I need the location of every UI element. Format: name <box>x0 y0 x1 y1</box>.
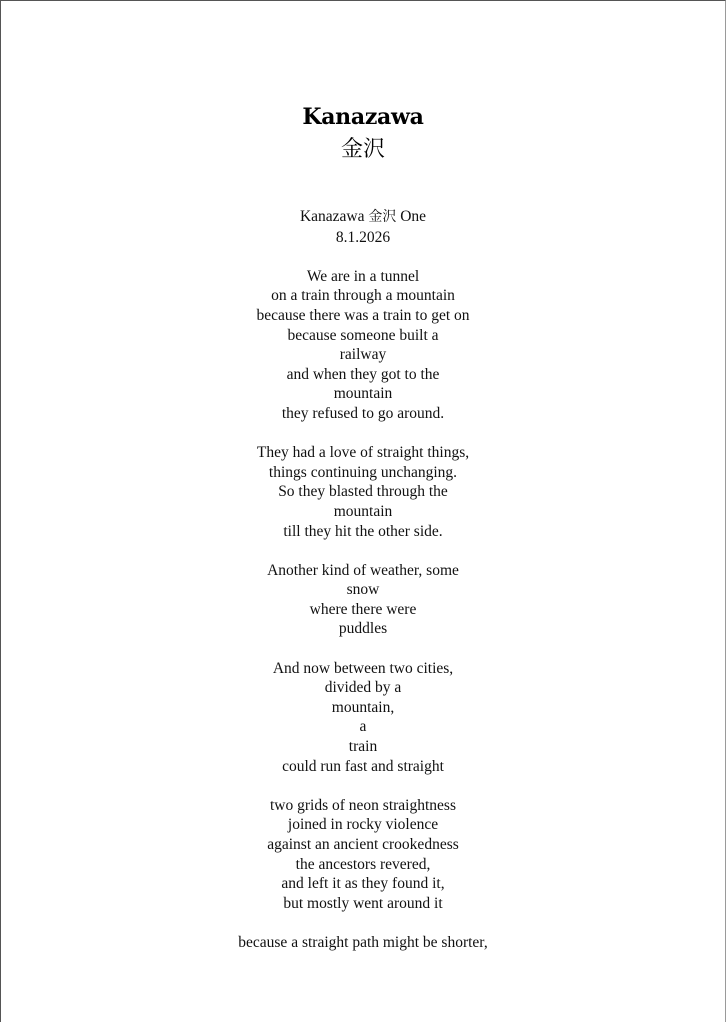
poem-line: and left it as they found it, <box>281 875 445 893</box>
poem-line: till they hit the other side. <box>283 522 443 540</box>
poem <box>1 207 725 953</box>
poem-line: they refused to go around. <box>281 404 445 422</box>
poem-line: Another kind of weather, some <box>267 561 459 579</box>
poem-date: 8.1.2026 <box>335 228 391 246</box>
poem-line: could run fast and straight <box>282 757 444 775</box>
poem-line: They had a love of straight things, <box>256 444 470 462</box>
poem-line: mountain <box>333 502 393 520</box>
stanza-break <box>1 776 725 796</box>
poem-title <box>1 207 725 228</box>
poem-line: because someone built a <box>287 326 439 344</box>
poem-line: because a straight path might be shorter, <box>238 933 488 951</box>
poem-title-suffix: One <box>396 208 427 225</box>
poem-line: mountain, <box>331 698 395 716</box>
stanza-break <box>1 639 725 659</box>
stanza-break <box>1 424 725 444</box>
poem-line: because there was a train to get on <box>256 306 470 324</box>
poem-line: against an ancient crookedness <box>267 836 459 853</box>
poem-line: things continuing unchanging. <box>268 463 458 481</box>
poem-line: We are in a tunnel <box>306 267 420 285</box>
poem-line: and when they got to the <box>286 365 440 383</box>
stanza-break <box>1 913 725 933</box>
poem-title-kanji: 金沢 <box>368 209 397 225</box>
poem-line: mountain <box>333 385 393 403</box>
poem-line: joined in rocky violence <box>287 816 439 834</box>
poem-line: the ancestors revered, <box>295 855 431 873</box>
poem-line: but mostly went around it <box>283 894 443 912</box>
poem-line: train <box>348 738 378 756</box>
poem-line: railway <box>339 346 387 364</box>
stanza-break <box>1 541 725 561</box>
poem-line: where there were <box>309 600 417 618</box>
page-title-kanji: 金沢 <box>340 137 385 162</box>
poem-line: So they blasted through the <box>278 483 448 501</box>
poem-line: on a train through a mountain <box>271 287 455 305</box>
poem-title-prefix: Kanazawa <box>299 208 369 225</box>
poem-line: puddles <box>338 620 388 638</box>
page-title: Kanazawa <box>302 104 424 130</box>
poem-lines <box>1 247 725 952</box>
poem-line: two grids of neon straightness <box>270 796 456 814</box>
stanza-break <box>1 247 725 267</box>
poem-line: a <box>359 718 367 736</box>
poem-line: And now between two cities, <box>272 659 454 677</box>
poem-line: snow <box>346 581 380 599</box>
poem-line: divided by a <box>324 679 402 697</box>
